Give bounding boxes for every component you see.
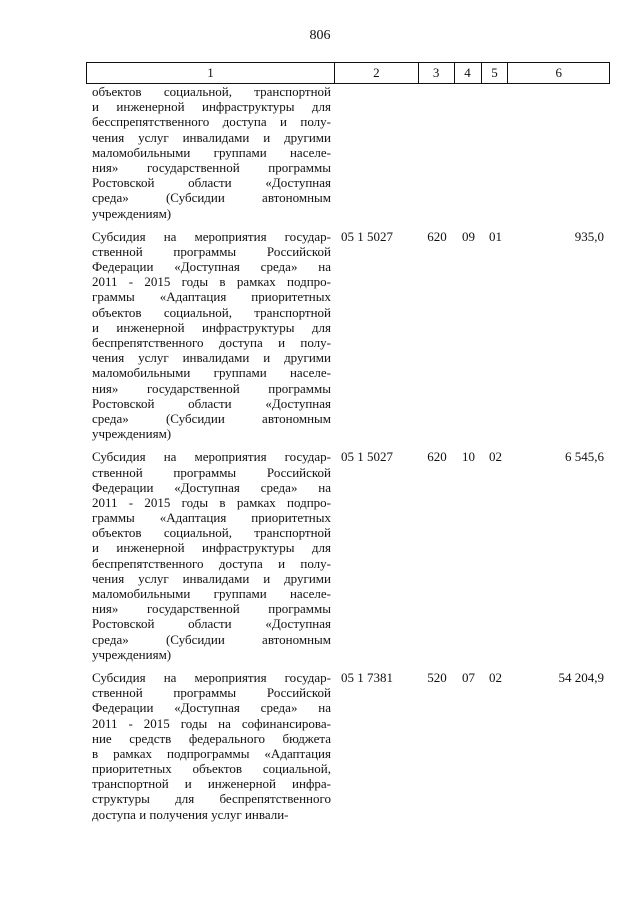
target-article-code: 05 1 5027 [341,449,393,465]
subsection-code: 02 [489,669,502,685]
description-line: ственной программы Российской [92,243,331,259]
description-line: 2011 - 2015 годы в рамках подпро- [92,494,331,510]
description-line: чения услуг инвалидами и другими [92,570,331,586]
description-line: маломобильными группами населе- [92,144,331,160]
description-line: ственной программы Российской [92,464,331,480]
description-line: ния» государственной программы [92,159,331,175]
table-row [86,670,610,822]
description-line: Ростовской области «Доступная [92,616,331,632]
table-header [86,62,610,84]
description-line: ственной программы Российской [92,685,331,701]
description-line: Субсидия на мероприятия государ- [92,449,331,465]
section-code: 07 [462,669,475,685]
description-line: Ростовской области «Доступная [92,395,331,411]
description-line: доступа и получения услуг инвали- [92,806,289,822]
header-col-1: 1 [87,63,335,83]
description-line: Федерации «Доступная среда» на [92,479,331,495]
header-col-5: 5 [482,63,509,83]
description-line: ния» государственной программы [92,601,331,617]
description-line: чения услуг инвалидами и другими [92,350,331,366]
description-line: чения услуг инвалидами и другими [92,129,331,145]
row-description [86,84,335,221]
table-body [86,84,610,822]
description-line: в рамках подпрограммы «Адаптация [92,745,331,761]
description-line: среда» (Субсидии автономным [92,190,331,206]
description-line: транспортной и инженерной инфра- [92,776,331,792]
amount: 6 545,6 [565,449,604,465]
description-line: и инженерной инфраструктуры для [92,319,331,335]
row-description [86,229,335,442]
description-line: Субсидия на мероприятия государ- [92,228,331,244]
header-col-4: 4 [455,63,482,83]
description-line: учреждениям) [92,426,172,442]
target-article-code: 05 1 5027 [341,228,393,244]
section-code: 09 [462,228,475,244]
description-line: учреждениям) [92,646,172,662]
description-line: среда» (Субсидии автономным [92,631,331,647]
description-line: бесспрепятственного доступа и полу- [92,114,331,130]
expense-type-code: 620 [427,449,447,465]
subsection-code [482,84,509,221]
description-line: граммы «Адаптация приоритетных [92,510,331,526]
section-code [455,84,482,221]
description-line: ния» государственной программы [92,380,331,396]
expense-type-code [419,84,455,221]
description-line: беспрепятственного доступа и полу- [92,555,331,571]
amount [509,84,610,221]
row-description [86,670,335,822]
header-col-3: 3 [419,63,455,83]
description-line: граммы «Адаптация приоритетных [92,289,331,305]
description-line: объектов социальной, транспортной [92,304,331,320]
description-line: структуры для беспрепятственного [92,791,331,807]
page-number: 806 [309,28,331,43]
row-description [86,449,335,662]
description-line: и инженерной инфраструктуры для [92,540,331,556]
description-line: 2011 - 2015 годы на софинансирова- [92,715,331,731]
header-col-2: 2 [335,63,419,83]
description-line: объектов социальной, транспортной [92,525,331,541]
description-line: маломобильными группами населе- [92,586,331,601]
description-line: учреждениям) [92,205,172,221]
amount: 54 204,9 [558,669,604,685]
subsection-code: 02 [489,449,502,465]
description-line: Ростовской области «Доступная [92,175,331,191]
table-row [86,84,610,221]
section-code: 10 [462,449,475,465]
target-article-code [335,84,419,221]
amount: 935,0 [574,228,604,244]
description-line: и инженерной инфраструктуры для [92,99,331,115]
table-row [86,449,610,662]
description-line: 2011 - 2015 годы в рамках подпро- [92,274,331,290]
description-line: среда» (Субсидии автономным [92,410,331,426]
description-line: Федерации «Доступная среда» на [92,700,331,716]
expense-type-code: 520 [427,669,447,685]
target-article-code: 05 1 7381 [341,669,393,685]
description-line: маломобильными группами населе- [92,365,331,381]
description-line: объектов социальной, транспортной [92,84,331,99]
description-line: беспрепятственного доступа и полу- [92,335,331,350]
header-col-6: 6 [555,65,562,80]
table-row [86,229,610,442]
subsection-code: 01 [489,228,502,244]
description-line: ние средств федерального бюджета [92,730,331,746]
expense-type-code: 620 [427,228,447,244]
description-line: Федерации «Доступная среда» на [92,259,331,275]
description-line: приоритетных объектов социальной, [92,761,331,777]
description-line: Субсидия на мероприятия государ- [92,669,331,685]
